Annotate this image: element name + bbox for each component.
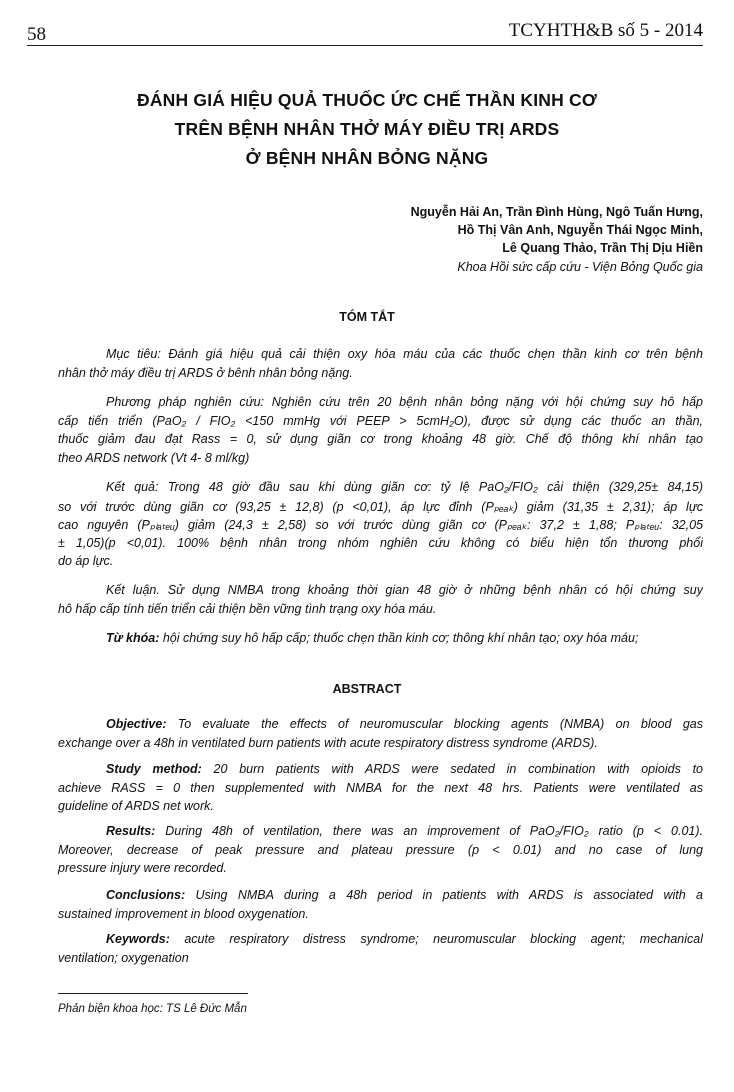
paragraph-text: : Trong 48 giờ đầu sau khi dùng giãn cơ: tỷ lệ PaO₂/FIO₂ cải thiện (329,25± 84,15) (154, 480, 703, 494)
paragraph-text: During 48h of ventilation, there was an improvement of PaO₂/FIO₂ ratio (p < 0.01). (155, 824, 703, 838)
paragraph-text: : Đánh giá hiệu quả cải thiện oxy hóa máu của các thuốc chẹn thần kinh cơ trên bệnh (157, 347, 703, 361)
paragraph-line: nhân thở máy điều trị ARDS ở bênh nhân bỏng nặng. (58, 365, 353, 380)
paragraph-line (106, 583, 703, 599)
paragraph-lead: Mục tiêu (106, 347, 158, 361)
paragraph-text: hội chứng suy hô hấp cấp; thuốc chẹn thần kinh cơ; thông khí nhân tạo; oxy hóa máu; (159, 631, 639, 645)
footnote-reviewer: Phản biện khoa học: TS Lê Đức Mẫn (58, 1003, 247, 1015)
paragraph-text: 20 burn patients with ARDS were sedated in combination with opioids to (201, 762, 703, 776)
paragraph-lead: Objective: (106, 717, 167, 731)
paragraph-line: ± 1,05)(p <0,01). 100% bệnh nhân trong nhóm nghiên cứu không có biểu hiện tổn thương phổi (58, 535, 703, 550)
paragraph-line (106, 762, 703, 778)
paragraph-text: acute respiratory distress syndrome; neuromuscular blocking agent; mechanical (169, 932, 703, 946)
paragraph-line (106, 824, 703, 840)
paragraph-text: To evaluate the effects of neuromuscular blocking agents (NMBA) on blood gas (166, 717, 703, 731)
paragraph-line: theo ARDS network (Vt 4- 8 ml/kg) (58, 450, 250, 465)
authors-line: Lê Quang Thảo, Trần Thị Dịu Hiền (502, 241, 703, 255)
paragraph-lead: Keywords: (106, 932, 170, 946)
paragraph-line (106, 717, 703, 733)
header-rule (27, 45, 703, 46)
paragraph-line: do áp lực. (58, 554, 114, 568)
paragraph-lead: Kết luận (106, 583, 157, 597)
page-number: 58 (27, 24, 46, 45)
paragraph-line (106, 347, 703, 363)
paragraph-lead: Kết quả (106, 480, 155, 494)
paragraph-line (106, 932, 703, 948)
authors-line: Hồ Thị Vân Anh, Nguyễn Thái Ngọc Minh, (457, 223, 703, 237)
paragraph-lead: Conclusions: (106, 888, 186, 902)
paragraph-line: hô hấp cấp tính tiến triển cải thiện bền vững tình trạng oxy hóa máu. (58, 601, 437, 616)
title-line: ĐÁNH GIÁ HIỆU QUẢ THUỐC ỨC CHẾ THẦN KINH CƠ (137, 90, 597, 110)
paragraph-line (106, 888, 703, 904)
paragraph-text: Using NMBA during a 48h period in patients with ARDS is associated with a (185, 888, 703, 902)
paragraph-text: : Nghiên cứu trên 20 bệnh nhân bỏng nặng với hội chứng suy hô hấp (260, 395, 703, 409)
paragraph-text: . Sử dụng NMBA trong khoảng thời gian 48 giờ ở những bệnh nhân có hội chứng suy (156, 583, 703, 597)
paragraph-line (106, 631, 703, 645)
footnote-rule (58, 993, 248, 994)
paragraph-line: so với trước dùng giãn cơ (93,25 ± 12,8) (p <0,01), áp lực đỉnh (Pₚₑₐₖ) giảm (31,35 ± 2,31); áp lực (58, 499, 703, 514)
title-line: Ở BỆNH NHÂN BỎNG NẶNG (245, 148, 489, 168)
paragraph-line: pressure injury were recorded. (58, 861, 227, 875)
paragraph-line: achieve RASS = 0 then supplemented with NMBA for the next 48 hrs. Patients were ventilated as (58, 780, 703, 795)
paragraph-lead: Từ khóa: (106, 631, 160, 645)
paragraph-lead: Results: (106, 824, 156, 838)
paragraph-lead: Phương pháp nghiên cứu (106, 395, 261, 409)
paragraph-line: cao nguyên (Pₚₗₐₜₑᵤ) giảm (24,3 ± 2,58) so với trước dùng giãn cơ (Pₚₑₐₖ: 37,2 ± 1,88; Pₚₗₐₜₑᵤ: 32,05 (58, 518, 703, 532)
affiliation: Khoa Hồi sức cấp cứu - Viện Bỏng Quốc gia (457, 260, 703, 274)
authors-line: Nguyễn Hải An, Trần Đình Hùng, Ngô Tuấn Hưng, (410, 205, 703, 219)
title-line: TRÊN BỆNH NHÂN THỞ MÁY ĐIỀU TRỊ ARDS (174, 119, 560, 139)
paragraph-line: guideline of ARDS net work. (58, 799, 214, 813)
paragraph-line: cấp tiến triển (PaO₂ / FIO₂ <150 mmHg với PEEP > 5cmH₂O), được sử dụng các thuốc an thần, (58, 413, 703, 428)
journal-issue: TCYHTH&B số 5 - 2014 (508, 20, 703, 41)
paragraph-lead: Study method: (106, 762, 202, 776)
paragraph-line: Moreover, decrease of peak pressure and plateau pressure (p < 0.01) and no case of lung (58, 842, 703, 857)
paragraph-line: exchange over a 48h in ventilated burn patients with acute respiratory distress syndrome (ARDS). (58, 735, 598, 750)
paragraph-line: sustained improvement in blood oxygenation. (58, 906, 309, 921)
paragraph-line: ventilation; oxygenation (58, 950, 189, 965)
section-heading-tom-tat: TÓM TẮT (339, 310, 395, 324)
paragraph-line (106, 395, 703, 411)
paragraph-line: thuốc giảm đau đạt Rass = 0, sử dụng giãn cơ trong khoảng 48 giờ. Chế độ thông khí nhân tạo (58, 432, 703, 446)
section-heading-abstract: ABSTRACT (332, 682, 402, 696)
paragraph-line (106, 480, 703, 496)
